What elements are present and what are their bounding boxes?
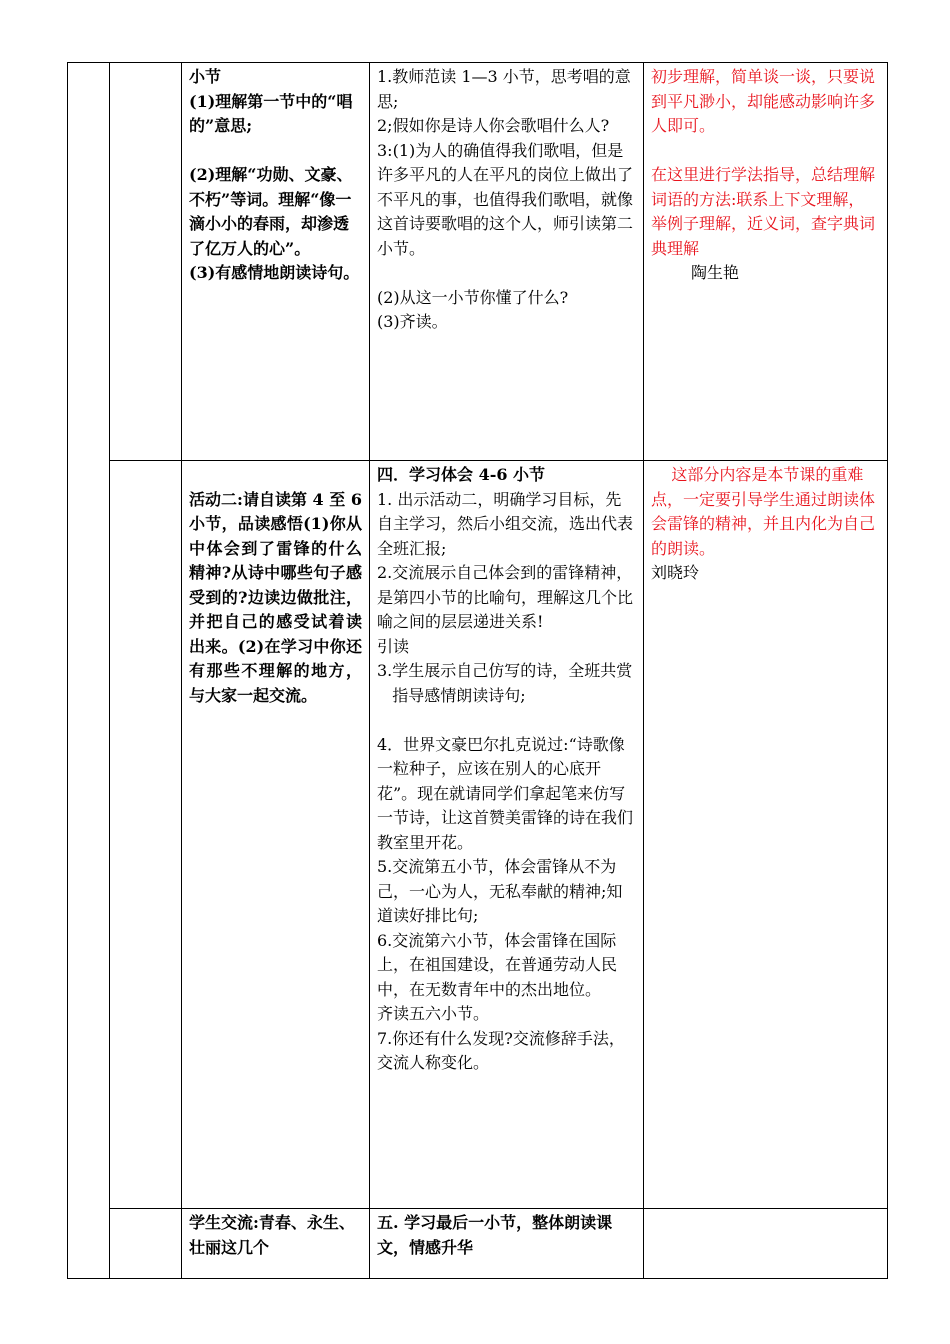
table-row	[68, 461, 888, 1209]
process-text: 2;假如你是诗人你会歌唱什么人?	[377, 116, 610, 135]
process-text: 3.学生展示自己仿写的诗，全班共赏	[377, 661, 633, 680]
goal-cell	[182, 1209, 370, 1279]
note-text: 在这里进行学法指导，总结理解词语的方法:联系上下文理解，举例子理解，近义词，查字典词典理解	[651, 165, 876, 258]
process-text: 4．世界文豪巴尔扎克说过:“诗歌像一粒种子，应该在别人的心底开花”。现在就请同学们拿起笔来仿写一节诗，让这首赞美雷锋的诗在我们教室里开花。	[377, 734, 634, 852]
process-text: 5.交流第五小节，体会雷锋从不为己，一心为人，无私奉献的精神;知道读好排比句;	[377, 857, 623, 925]
note-text	[651, 139, 880, 164]
lesson-plan-table	[67, 62, 888, 1279]
process-text: 引读	[377, 636, 410, 656]
goal-text: (2)理解“功勋、文豪、不朽”等词。理解“像一滴小小的春雨，却渗透了亿万人的心”。	[189, 165, 353, 258]
note-signature: 刘晓玲	[651, 563, 700, 582]
goal-cell	[182, 63, 370, 461]
process-cell	[370, 63, 644, 461]
process-cell	[370, 1209, 644, 1279]
goal-text: 学生交流:青春、永生、壮丽这几个	[189, 1213, 355, 1257]
goal-text	[189, 463, 362, 488]
process-text: 2.交流展示自己体会到的雷锋精神，	[377, 563, 633, 582]
process-text: 齐读五六小节。	[377, 1004, 490, 1023]
notes-cell	[644, 1209, 888, 1279]
goal-text: 活动二:请自读第 4 至 6 小节，品读感悟(1)你从中体会到了雷锋的什么精神?从诗中哪些句子感受到的?边读边做批注，并把自己的感受试着读出来。(2)在学习中你还有那些不理解的地方，与大家一起交流。	[189, 489, 368, 705]
goal-text	[189, 139, 362, 164]
notes-cell	[644, 63, 888, 461]
notes-cell	[644, 461, 888, 1209]
process-cell	[370, 461, 644, 1209]
stage-column-cell	[68, 63, 110, 1279]
goal-cell	[182, 461, 370, 1209]
process-title: 五. 学习最后一小节，整体朗读课文，情感升华	[377, 1213, 613, 1257]
table-row	[68, 1209, 888, 1279]
method-cell	[110, 63, 182, 461]
process-text	[377, 708, 636, 733]
method-cell	[110, 1209, 182, 1279]
note-text: 初步理解，简单谈一谈，只要说到平凡渺小，却能感动影响许多人即可。	[651, 67, 876, 135]
note-signature: 陶生艳	[691, 263, 740, 282]
process-text	[377, 261, 636, 286]
note-text: 这部分内容是本节课的重难点，一定要引导学生通过朗读体会雷锋的精神，并且内化为自己的朗读。	[651, 465, 876, 558]
process-title: 四．学习体会 4-6 小节	[377, 465, 546, 484]
process-text: (3)齐读。	[377, 312, 448, 331]
process-text: 指导感情朗读诗句;	[377, 685, 526, 705]
table-row	[68, 63, 888, 461]
process-text: 是第四小节的比喻句，理解这几个比喻之间的层层递进关系!	[377, 587, 634, 631]
process-text: 3:(1)为人的确值得我们歌唱，但是许多平凡的人在平凡的岗位上做出了不平凡的事，也值得我们歌唱，就像这首诗要歌唱的这个人，师引读第二小节。	[377, 140, 634, 258]
method-cell	[110, 461, 182, 1209]
process-text: 6.交流第六小节，体会雷锋在国际上，在祖国建设，在普通劳动人民中，在无数青年中的杰出地位。	[377, 930, 618, 999]
process-text: 7.你还有什么发现?交流修辞手法，交流人称变化。	[377, 1028, 625, 1072]
process-text: 1.教师范读 1—3 小节，思考唱的意思;	[377, 67, 631, 111]
process-text: 1. 出示活动二，明确学习目标，先自主学习，然后小组交流，选出代表全班汇报;	[377, 489, 634, 558]
process-text: (2)从这一小节你懂了什么?	[377, 287, 569, 307]
goal-text: (1)理解第一节中的“唱的”意思;	[189, 91, 353, 135]
goal-text: 小节	[189, 67, 222, 86]
goal-text: (3)有感情地朗读诗句。	[189, 263, 360, 282]
